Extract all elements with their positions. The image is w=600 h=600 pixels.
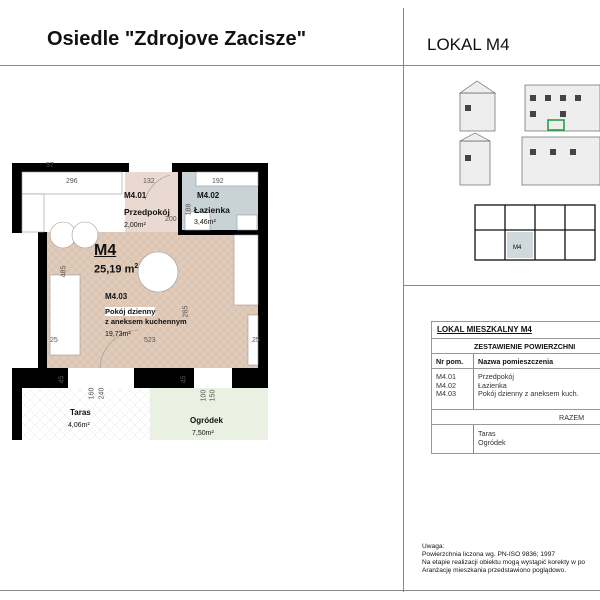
area-table (431, 321, 600, 454)
dimension: 485 (60, 265, 68, 278)
dimension: 25 (252, 337, 260, 344)
site-plan-thumbnail (455, 195, 600, 270)
col-header-nr: Nr pom. (436, 357, 464, 366)
unit-area-value: 25,19 m (94, 263, 135, 276)
notes-heading: Uwaga: (422, 543, 445, 550)
room-name-m4-03: Pokój dzienny (105, 307, 156, 316)
dimension: 57 (46, 162, 54, 169)
table-section: ZESTAWIENIE POWIERZCHNI (474, 342, 576, 351)
column-divider (403, 8, 404, 592)
dimension: 188 (185, 203, 193, 216)
dimension: 100 (200, 389, 208, 402)
dimension: 200 (165, 216, 177, 223)
unit-label: M4 (94, 242, 117, 259)
table-row-name: Łazienka (478, 380, 507, 390)
page-title: Osiedle "Zdrojove Zacisze" (47, 28, 307, 50)
note-line: Na etapie realizacji obiektu mogą wystąpić korekty w po (422, 559, 586, 566)
terrace-name: Taras (70, 408, 91, 417)
room-name2-m4-03: z aneksem kuchennym (105, 317, 187, 326)
building-elevations (450, 75, 600, 190)
garden-area: 7,50m² (192, 430, 214, 437)
room-id-m4-01: M4.01 (124, 191, 147, 200)
table-title: LOKAL MIESZKALNY M4 (437, 325, 532, 334)
table-row-nr: M4.02 (436, 380, 456, 390)
terrace-area: 4,06m² (68, 422, 90, 429)
room-id-m4-03: M4.03 (105, 292, 128, 301)
unit-area-sup: 2 (134, 263, 139, 270)
dimension: 25 (50, 337, 58, 344)
room-name-m4-01: Przedpokój (124, 207, 170, 217)
note-line: Powierzchnia liczona wg. PN-ISO 9836; 1997 (422, 551, 556, 558)
table-extra: Ogródek (478, 437, 506, 447)
dimension: 285 (182, 305, 190, 318)
garden-name: Ogródek (190, 416, 223, 425)
dimension: 132 (143, 178, 155, 185)
dimension: 160 (88, 387, 96, 400)
room-area-m4-02: 3,46m² (194, 219, 216, 226)
table-extra: Taras (478, 429, 496, 438)
dimension: 192 (212, 178, 224, 185)
dimension: 45 (58, 375, 66, 384)
room-name-m4-02: Łazienka (194, 205, 230, 215)
right-divider (403, 285, 600, 286)
dimension: 523 (144, 337, 156, 344)
col-header-name: Nazwa pomieszczenia (478, 357, 554, 366)
note-line: Aranżację mieszkania przedstawiono poglądowo. (422, 567, 567, 574)
table-row-nr: M4.03 (436, 389, 456, 398)
room-area-m4-01: 2,00m² (124, 222, 146, 229)
svg-text:M4: M4 (513, 245, 522, 251)
dimension: 150 (209, 389, 217, 402)
dimension: 296 (66, 178, 78, 185)
room-area-m4-03: 19,73m² (105, 331, 131, 338)
table-row-nr: M4.01 (436, 372, 456, 381)
unit-area (94, 263, 138, 276)
bottom-divider (0, 590, 600, 591)
notes (422, 543, 585, 575)
table-row-name: Pokój dzienny z aneksem kuch. (478, 389, 579, 398)
header-divider (0, 65, 600, 66)
table-total: RAZEM (559, 413, 585, 422)
unit-title: LOKAL M4 (427, 35, 510, 54)
table-row-name: Przedpokój (478, 372, 514, 381)
dimension: 45 (180, 375, 188, 384)
dimension: 240 (98, 387, 106, 400)
room-id-m4-02: M4.02 (197, 191, 220, 200)
